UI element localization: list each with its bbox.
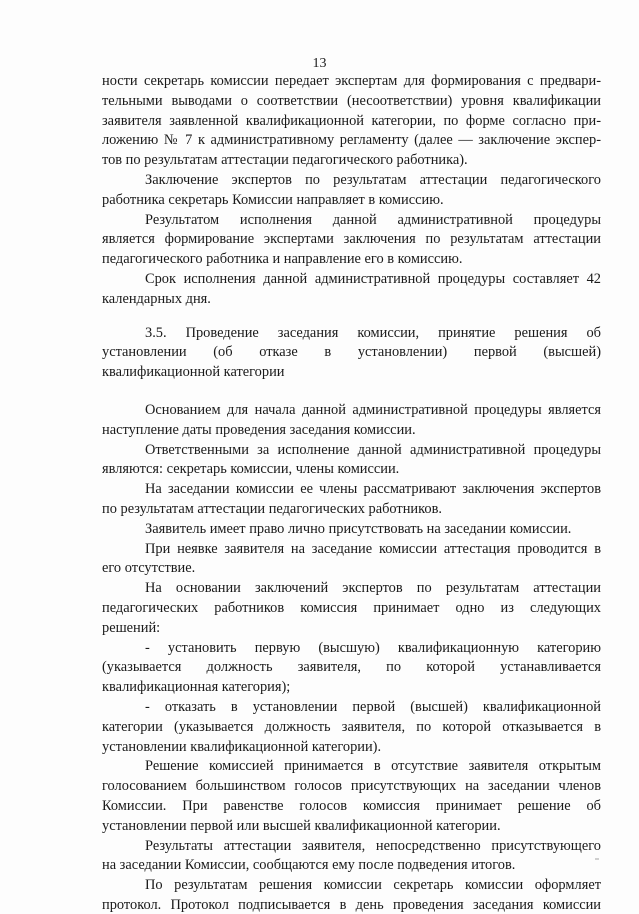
text-line: Комиссии. При равенстве голосов комиссия принимает решение об xyxy=(102,798,601,814)
text-line: Решение комиссией принимается в отсутствие заявителя открытым xyxy=(145,758,601,774)
text-line: ности секретарь комиссии передает экспертам для формирования с предвари- xyxy=(102,73,601,89)
text-line: на заседании Комиссии, сообщаются ему после подведения итогов. xyxy=(102,857,516,873)
text-line: Ответственными за исполнение данной административной процедуры xyxy=(145,442,601,458)
page-number: 13 xyxy=(312,56,327,71)
text-line: Срок исполнения данной административной процедуры составляет 42 xyxy=(145,271,601,287)
section-heading-line: квалификационной категории xyxy=(102,364,285,380)
text-line: Результаты аттестации заявителя, непосредственно присутствующего xyxy=(145,838,601,854)
text-line: Заявитель имеет право лично присутствовать на заседании комиссии. xyxy=(145,521,572,537)
text-line: его отсутствие. xyxy=(102,560,196,576)
section-heading-line: 3.5. Проведение заседания комиссии, принятие решения об xyxy=(145,325,601,341)
text-line: голосованием большинством голосов присутствующих на заседании членов xyxy=(102,778,601,794)
text-line: педагогического работника и направление его в комиссию. xyxy=(102,251,463,267)
scan-mark xyxy=(595,858,599,860)
text-line: На основании заключений экспертов по результатам аттестации xyxy=(145,580,601,596)
text-line: тов по результатам аттестации педагогического работника). xyxy=(102,152,468,168)
text-line: Основанием для начала данной административной процедуры является xyxy=(145,402,601,418)
text-line: При неявке заявителя на заседание комиссии аттестация проводится в xyxy=(145,541,601,557)
list-item-line: - отказать в установлении первой (высшей) квалификационной xyxy=(145,699,601,715)
text-line: тельными выводами о соответствии (несоответствии) уровня квалификации xyxy=(102,93,601,109)
text-line: ложению № 7 к административному регламенту (далее — заключение экспер- xyxy=(102,132,601,148)
text-line: Заключение экспертов по результатам аттестации педагогического xyxy=(145,172,601,188)
text-line: Результатом исполнения данной административной процедуры xyxy=(145,212,601,228)
text-line: заявителя заявленной квалификационной категории, по форме согласно при- xyxy=(102,113,601,129)
text-line: является формирование экспертами заключения по результатам аттестации xyxy=(102,231,601,247)
text-line: наступление даты проведения заседания комиссии. xyxy=(102,422,416,438)
text-line: По результатам решения комиссии секретарь комиссии оформляет xyxy=(145,877,601,893)
text-line: решений: xyxy=(102,620,161,636)
text-line: по результатам аттестации педагогических работников. xyxy=(102,501,442,517)
text-line: На заседании комиссии ее члены рассматривают заключения экспертов xyxy=(145,481,601,497)
text-line: установлении первой или высшей квалификационной категории. xyxy=(102,818,501,834)
text-line: являются: секретарь комиссии, члены комиссии. xyxy=(102,461,400,477)
text-line: протокол. Протокол подписывается в день проведения заседания комиссии xyxy=(102,897,601,913)
section-heading-line: установлении (об отказе в установлении) первой (высшей) xyxy=(102,344,601,360)
list-item-line: (указывается должность заявителя, по которой устанавливается xyxy=(102,659,601,675)
text-line: календарных дня. xyxy=(102,291,211,307)
list-item-line: установлении квалификационной категории). xyxy=(102,739,382,755)
text-line: работника секретарь Комиссии направляет в комиссию. xyxy=(102,192,444,208)
text-line: педагогических работников комиссия принимает одно из следующих xyxy=(102,600,601,616)
list-item-line: - установить первую (высшую) квалификационную категорию xyxy=(145,640,601,656)
list-item-line: категории (указывается должность заявителя, по которой отказывается в xyxy=(102,719,601,735)
list-item-line: квалификационная категория); xyxy=(102,679,291,695)
